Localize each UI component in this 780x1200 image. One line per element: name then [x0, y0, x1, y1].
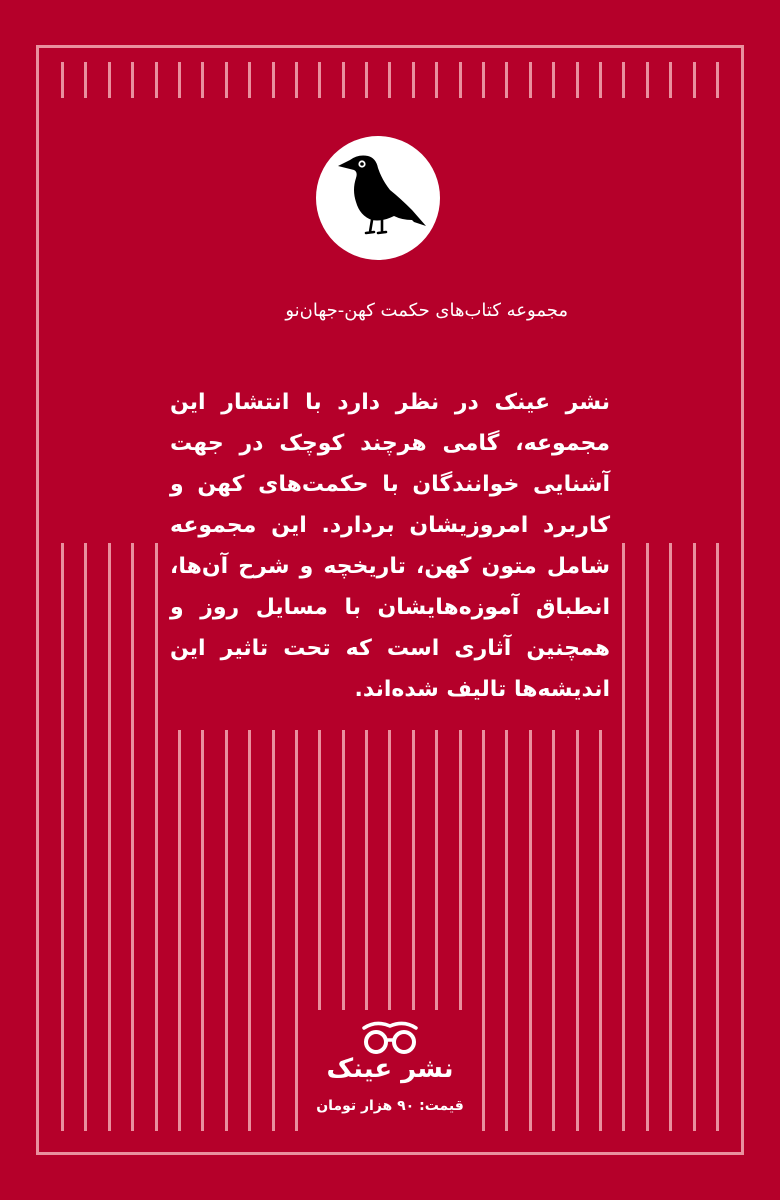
stripe-line	[201, 62, 204, 98]
stripe-line	[84, 62, 87, 98]
stripe-line	[225, 62, 228, 98]
series-title: مجموعه کتاب‌های حکمت کهن-جهان‌نو	[285, 300, 568, 321]
stripe-line	[459, 62, 462, 98]
stripe-line	[576, 62, 579, 98]
stripe-line	[505, 62, 508, 98]
crow-icon	[316, 136, 440, 260]
stripe-line	[646, 543, 649, 1131]
stripe-line	[342, 62, 345, 98]
stripe-line	[155, 543, 158, 1131]
stripe-line	[669, 62, 672, 98]
stripe-line	[599, 62, 602, 98]
stripe-line	[716, 543, 719, 1131]
price-label: قیمت: ۹۰ هزار تومان	[316, 1098, 464, 1114]
top-stripe-band	[61, 62, 719, 98]
stripe-line	[388, 62, 391, 98]
stripe-line	[131, 62, 134, 98]
stripe-line	[622, 543, 625, 1131]
stripe-line	[482, 62, 485, 98]
stripe-line	[435, 62, 438, 98]
stripe-line	[693, 62, 696, 98]
stripe-line	[669, 543, 672, 1131]
glasses-icon	[354, 1020, 426, 1056]
stripe-line	[272, 62, 275, 98]
stripe-line	[318, 62, 321, 98]
stripe-line	[693, 543, 696, 1131]
stripe-line	[622, 62, 625, 98]
crow-emblem	[316, 136, 440, 260]
publisher-name: نشر عینک	[326, 1054, 454, 1084]
stripe-line	[108, 543, 111, 1131]
stripe-line	[131, 543, 134, 1131]
stripe-line	[295, 62, 298, 98]
stripe-line	[646, 62, 649, 98]
stripe-line	[84, 543, 87, 1131]
stripe-line	[248, 62, 251, 98]
stripe-line	[365, 62, 368, 98]
stripe-line	[552, 62, 555, 98]
stripe-line	[529, 62, 532, 98]
stripe-line	[716, 62, 719, 98]
stripe-line	[61, 543, 64, 1131]
stripe-line	[178, 62, 181, 98]
stripe-line	[155, 62, 158, 98]
stripe-line	[412, 62, 415, 98]
stripe-line	[108, 62, 111, 98]
series-description: نشر عینک در نظر دارد با انتشار این مجموعه، گامی هرچند کوچک در جهت آشنایی خوانندگان با حکمت‌های کهن و کاربرد امروزیشان بردارد. این مجموعه شامل متون کهن، تاریخچه و شرح آن‌ها، انطباق آموزه‌هایشان با مسایل روز و همچنین آثاری است که تحت تاثیر این اندیشه‌ها تالیف شده‌اند.	[170, 390, 610, 702]
stripe-line	[61, 62, 64, 98]
